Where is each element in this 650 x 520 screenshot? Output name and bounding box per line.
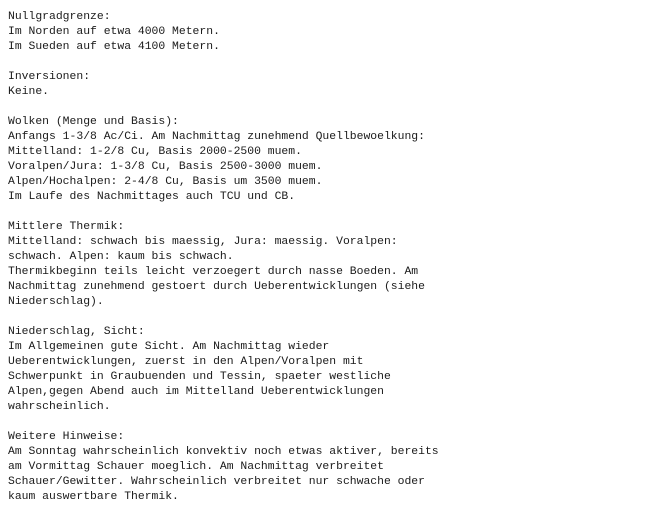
section-heading: Mittlere Thermik: bbox=[8, 221, 125, 233]
text-line: wahrscheinlich. bbox=[8, 401, 111, 413]
text-line: Ueberentwicklungen, zuerst in den Alpen/Voralpen mit bbox=[8, 356, 364, 368]
text-line: Nachmittag zunehmend gestoert durch Ueberentwicklungen (siehe bbox=[8, 281, 425, 293]
text-line: Mittelland: schwach bis maessig, Jura: maessig. Voralpen: bbox=[8, 236, 398, 248]
text-line: Mittelland: 1-2/8 Cu, Basis 2000-2500 muem. bbox=[8, 146, 302, 158]
section-inversions bbox=[8, 70, 644, 100]
section-further-notes bbox=[8, 430, 644, 505]
text-line: Voralpen/Jura: 1-3/8 Cu, Basis 2500-3000 muem. bbox=[8, 161, 323, 173]
text-line: Im Norden auf etwa 4000 Metern. bbox=[8, 26, 220, 38]
section-heading: Weitere Hinweise: bbox=[8, 431, 125, 443]
section-heading: Niederschlag, Sicht: bbox=[8, 326, 145, 338]
text-line: Schwerpunkt in Graubuenden und Tessin, spaeter westliche bbox=[8, 371, 391, 383]
text-line: Im Laufe des Nachmittages auch TCU und CB. bbox=[8, 191, 296, 203]
text-line: Schauer/Gewitter. Wahrscheinlich verbreitet nur schwache oder bbox=[8, 476, 425, 488]
text-line: Thermikbeginn teils leicht verzoegert durch nasse Boeden. Am bbox=[8, 266, 419, 278]
section-freezing-level bbox=[8, 10, 644, 55]
section-thermals bbox=[8, 220, 644, 310]
text-line: kaum auswertbare Thermik. bbox=[8, 491, 179, 503]
text-line: schwach. Alpen: kaum bis schwach. bbox=[8, 251, 234, 263]
section-heading: Inversionen: bbox=[8, 71, 91, 83]
text-line: am Vormittag Schauer moeglich. Am Nachmittag verbreitet bbox=[8, 461, 384, 473]
text-line: Im Allgemeinen gute Sicht. Am Nachmittag wieder bbox=[8, 341, 330, 353]
section-heading: Nullgradgrenze: bbox=[8, 11, 111, 23]
section-heading: Wolken (Menge und Basis): bbox=[8, 116, 179, 128]
section-clouds bbox=[8, 115, 644, 205]
text-line: Im Sueden auf etwa 4100 Metern. bbox=[8, 41, 220, 53]
section-precipitation-visibility bbox=[8, 325, 644, 415]
text-line: Niederschlag). bbox=[8, 296, 104, 308]
text-line: Alpen,gegen Abend auch im Mittelland Ueberentwicklungen bbox=[8, 386, 384, 398]
text-line: Am Sonntag wahrscheinlich konvektiv noch etwas aktiver, bereits bbox=[8, 446, 439, 458]
text-line: Anfangs 1-3/8 Ac/Ci. Am Nachmittag zunehmend Quellbewoelkung: bbox=[8, 131, 425, 143]
text-line: Alpen/Hochalpen: 2-4/8 Cu, Basis um 3500 muem. bbox=[8, 176, 323, 188]
text-line: Keine. bbox=[8, 86, 50, 98]
forecast-document bbox=[8, 10, 644, 520]
